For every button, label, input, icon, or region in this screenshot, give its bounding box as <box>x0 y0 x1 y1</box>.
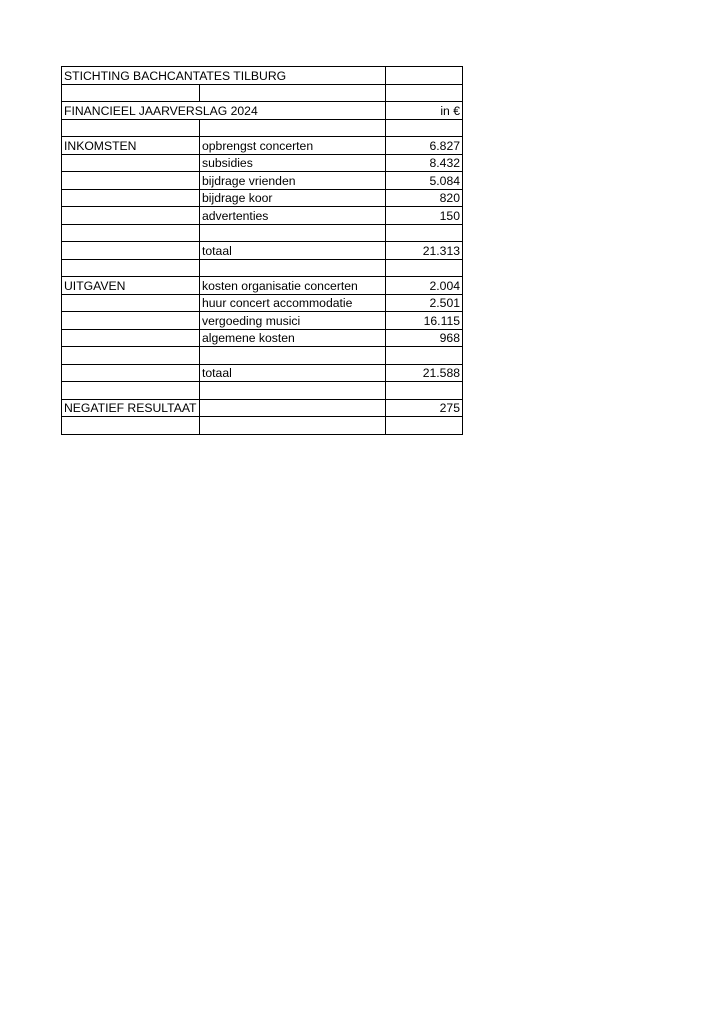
empty-cell <box>62 154 200 172</box>
expenses-section-label: UITGAVEN <box>62 277 200 295</box>
empty-cell <box>200 259 386 277</box>
empty-cell <box>62 119 200 137</box>
empty-cell <box>62 382 200 400</box>
table-row <box>62 364 463 382</box>
financial-report-table <box>61 66 463 435</box>
empty-cell <box>62 172 200 190</box>
expense-item-amount: 2.501 <box>386 294 463 312</box>
table-row <box>62 312 463 330</box>
expense-item-name: huur concert accommodatie <box>200 294 386 312</box>
income-item-amount: 150 <box>386 207 463 225</box>
empty-cell <box>62 364 200 382</box>
table-row <box>62 224 463 242</box>
expense-item-name: algemene kosten <box>200 329 386 347</box>
currency-unit: in € <box>386 102 463 120</box>
expense-item-amount: 968 <box>386 329 463 347</box>
empty-cell <box>62 259 200 277</box>
empty-cell <box>386 382 463 400</box>
table-row <box>62 277 463 295</box>
empty-cell <box>62 224 200 242</box>
table-row <box>62 119 463 137</box>
income-item-name: bijdrage koor <box>200 189 386 207</box>
report-title: FINANCIEEL JAARVERSLAG 2024 <box>62 102 386 120</box>
empty-cell <box>62 84 200 102</box>
empty-cell <box>386 347 463 365</box>
empty-cell <box>62 329 200 347</box>
income-item-amount: 5.084 <box>386 172 463 190</box>
empty-cell <box>62 242 200 260</box>
income-item-name: bijdrage vrienden <box>200 172 386 190</box>
empty-cell <box>386 84 463 102</box>
table-row <box>62 417 463 435</box>
empty-cell <box>62 189 200 207</box>
expenses-total-label: totaal <box>200 364 386 382</box>
table-row <box>62 154 463 172</box>
income-item-amount: 820 <box>386 189 463 207</box>
table-row <box>62 67 463 85</box>
expense-item-name: vergoeding musici <box>200 312 386 330</box>
empty-cell <box>200 399 386 417</box>
table-row <box>62 242 463 260</box>
empty-cell <box>386 259 463 277</box>
table-row <box>62 172 463 190</box>
empty-cell <box>62 294 200 312</box>
empty-cell <box>386 119 463 137</box>
empty-cell <box>200 224 386 242</box>
table-row <box>62 207 463 225</box>
table-row <box>62 259 463 277</box>
empty-cell <box>386 67 463 85</box>
table-row <box>62 84 463 102</box>
result-label: NEGATIEF RESULTAAT <box>62 399 200 417</box>
table-row <box>62 137 463 155</box>
income-item-name: opbrengst concerten <box>200 137 386 155</box>
empty-cell <box>62 207 200 225</box>
table-row <box>62 399 463 417</box>
empty-cell <box>62 312 200 330</box>
table-row <box>62 102 463 120</box>
empty-cell <box>62 417 200 435</box>
result-amount: 275 <box>386 399 463 417</box>
income-total-label: totaal <box>200 242 386 260</box>
expenses-total-amount: 21.588 <box>386 364 463 382</box>
income-section-label: INKOMSTEN <box>62 137 200 155</box>
expense-item-name: kosten organisatie concerten <box>200 277 386 295</box>
empty-cell <box>200 347 386 365</box>
empty-cell <box>386 417 463 435</box>
income-item-name: subsidies <box>200 154 386 172</box>
empty-cell <box>200 382 386 400</box>
income-item-amount: 8.432 <box>386 154 463 172</box>
income-item-amount: 6.827 <box>386 137 463 155</box>
table-row <box>62 382 463 400</box>
empty-cell <box>62 347 200 365</box>
table-row <box>62 329 463 347</box>
table-row <box>62 189 463 207</box>
empty-cell <box>386 224 463 242</box>
empty-cell <box>200 119 386 137</box>
empty-cell <box>200 417 386 435</box>
empty-cell <box>200 84 386 102</box>
table-row <box>62 294 463 312</box>
organization-name: STICHTING BACHCANTATES TILBURG <box>62 67 386 85</box>
expense-item-amount: 2.004 <box>386 277 463 295</box>
expense-item-amount: 16.115 <box>386 312 463 330</box>
income-total-amount: 21.313 <box>386 242 463 260</box>
income-item-name: advertenties <box>200 207 386 225</box>
table-row <box>62 347 463 365</box>
